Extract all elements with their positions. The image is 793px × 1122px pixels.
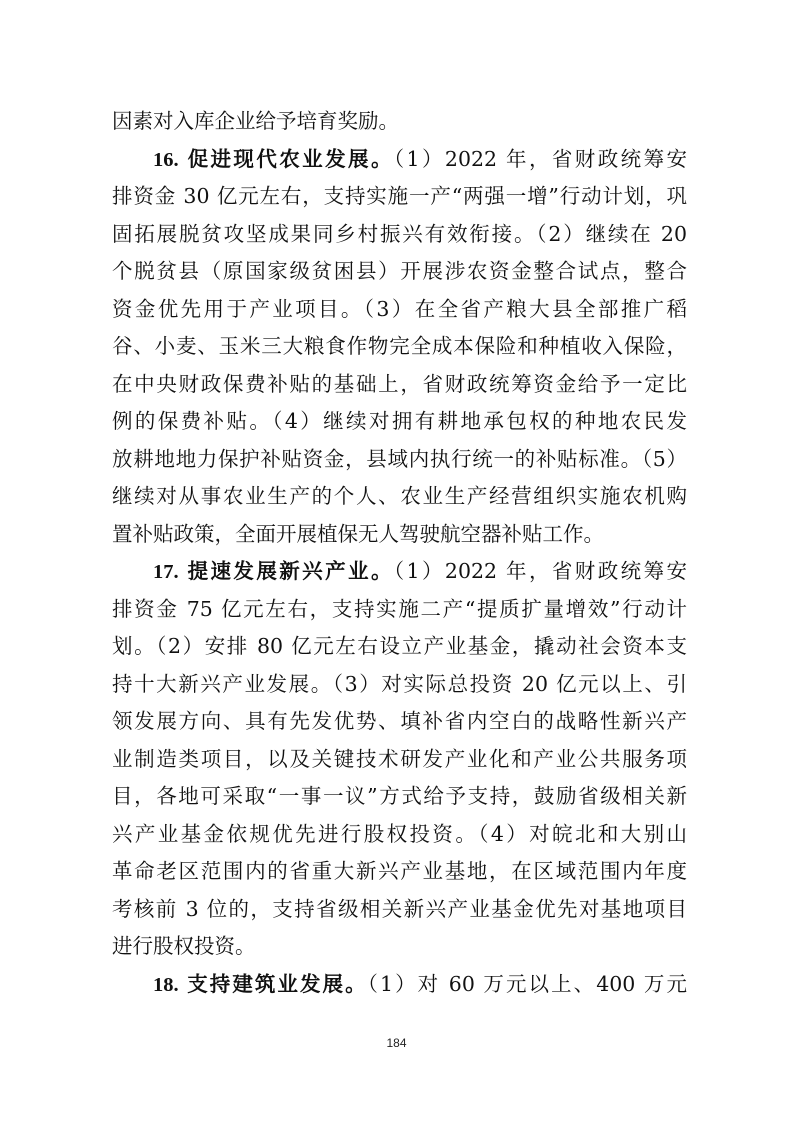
section-lead-text: （1）对 60 万元以上、400 万元 xyxy=(367,972,687,996)
paragraph-line: 革命老区范围内的省重大新兴产业基地，在区域范围内年度 xyxy=(112,859,687,883)
section-heading: 支持建筑业发展。 xyxy=(187,972,368,996)
paragraph-line: 排资金 75 亿元左右，支持实施二产“提质扩量增效”行动计 xyxy=(112,597,687,621)
section-16-first-line xyxy=(153,141,687,177)
paragraph-line: 资金优先用于产业项目。（3）在全省产粮大县全部推广稻 xyxy=(112,297,687,321)
paragraph-line: 放耕地地力保护补贴资金，县域内执行统一的补贴标准。（5） xyxy=(112,447,687,471)
section-lead-text: （1）2022 年，省财政统筹安 xyxy=(393,147,687,171)
paragraph-line: 业制造类项目，以及关键技术研发产业化和产业公共服务项 xyxy=(112,747,687,771)
paragraph-line: 谷、小麦、玉米三大粮食作物完全成本保险和种植收入保险， xyxy=(112,334,687,358)
paragraph-line: 继续对从事农业生产的个人、农业生产经营组织实施农机购 xyxy=(112,484,687,508)
section-number: 17. xyxy=(153,561,179,583)
paragraph-line: 例的保费补贴。（4）继续对拥有耕地承包权的种地农民发 xyxy=(112,409,687,433)
paragraph-line: 持十大新兴产业发展。（3）对实际总投资 20 亿元以上、引 xyxy=(112,672,687,696)
paragraph-line: 固拓展脱贫攻坚成果同乡村振兴有效衔接。（2）继续在 20 xyxy=(112,222,687,246)
paragraph-line: 兴产业基金依规优先进行股权投资。（4）对皖北和大别山 xyxy=(112,822,687,846)
paragraph-line: 在中央财政保费补贴的基础上，省财政统筹资金给予一定比 xyxy=(112,372,687,396)
paragraph-line: 因素对入库企业给予培育奖励。 xyxy=(112,109,399,133)
section-heading: 提速发展新兴产业。 xyxy=(187,559,394,583)
page-number: 184 xyxy=(386,1036,407,1050)
paragraph-line: 置补贴政策，全面开展植保无人驾驶航空器补贴工作。 xyxy=(112,522,604,546)
paragraph-line: 个脱贫县（原国家级贫困县）开展涉农资金整合试点，整合 xyxy=(112,259,687,283)
section-17-first-line xyxy=(153,553,687,589)
section-number: 18. xyxy=(153,974,179,996)
paragraph-line: 考核前 3 位的，支持省级相关新兴产业基金优先对基地项目 xyxy=(112,897,687,921)
paragraph-line: 目，各地可采取“一事一议”方式给予支持，鼓励省级相关新 xyxy=(112,784,687,808)
section-heading: 促进现代农业发展。 xyxy=(187,147,394,171)
paragraph-line: 排资金 30 亿元左右，支持实施一产“两强一增”行动计划，巩 xyxy=(112,184,687,208)
section-lead-text: （1）2022 年，省财政统筹安 xyxy=(393,559,687,583)
section-18-first-line xyxy=(153,966,687,1002)
paragraph-line: 进行股权投资。 xyxy=(112,934,256,958)
paragraph-line: 领发展方向、具有先发优势、填补省内空白的战略性新兴产 xyxy=(112,709,687,733)
section-number: 16. xyxy=(153,149,179,171)
paragraph-line: 划。（2）安排 80 亿元左右设立产业基金，撬动社会资本支 xyxy=(112,634,687,658)
